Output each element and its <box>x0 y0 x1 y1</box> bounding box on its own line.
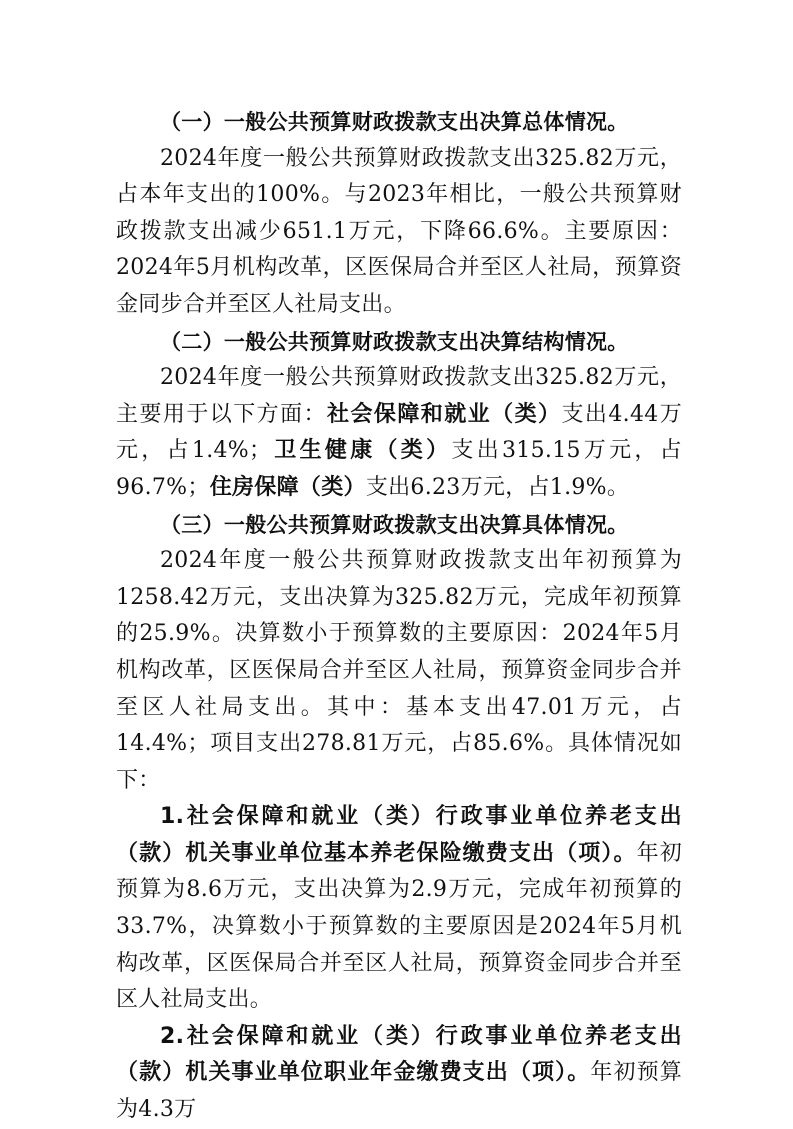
section-paragraph-1: 2024年度一般公共预算财政拨款支出325.82万元，占本年支出的100%。与2023年相比，一般公共预算财政拨款支出减少651.1万元，下降66.6%。主要原因：2024年5月机构改革，区医保局合并至区人社局，预算资金同步合并至区人社局支出。 <box>116 145 682 317</box>
paragraph-text: 支出315.15万元，占96.7%； <box>116 438 682 500</box>
section-paragraph-3: 2024年度一般公共预算财政拨款支出年初预算为1258.42万元，支出决算为325.82万元，完成年初预算的25.9%。决算数小于预算数的主要原因：2024年5月机构改革，区医保局合并至区人社局，预算资金同步合并至区人社局支出。其中：基本支出47.01万元，占14.4%；项目支出278.81万元，占85.6%。具体情况如下： <box>116 548 682 793</box>
item-title: 1.社会保障和就业（类）行政事业单位养老支出（款）机关事业单位基本养老保险缴费支出（项）。 <box>116 804 682 866</box>
section-heading-2: （二）一般公共预算财政拨款支出决算结构情况。 <box>160 329 629 354</box>
category-health: 卫生健康（类） <box>271 438 452 464</box>
category-social-security: 社会保障和就业（类） <box>327 401 562 427</box>
item-text: 年初预算为4.3万 <box>116 1060 682 1123</box>
category-housing: 住房保障（类） <box>209 474 366 500</box>
item-text: 年初预算为8.6万元，支出决算为2.9万元，完成年初预算的33.7%，决算数小于预算数的主要原因是2024年5月机构改革，区医保局合并至区人社局，预算资金同步合并至区人社局支出。 <box>116 840 682 1013</box>
item-2 <box>116 1019 682 1129</box>
section-heading-1: （一）一般公共预算财政拨款支出决算总体情况。 <box>160 110 629 134</box>
paragraph-text: 2024年度一般公共预算财政拨款支出325.82万元，主要用于以下方面： <box>116 365 682 427</box>
item-1 <box>116 799 682 1019</box>
paragraph-text: 支出6.23万元，占1.9%。 <box>365 474 630 500</box>
item-title: 2.社会保障和就业（类）行政事业单位养老支出（款）机关事业单位职业年金缴费支出（项）。 <box>116 1023 682 1086</box>
document-body <box>116 104 682 1129</box>
section-heading-3: （三）一般公共预算财政拨款支出决算具体情况。 <box>160 512 629 537</box>
paragraph-text: 支出4.44万元，占1.4%； <box>116 401 682 464</box>
section-paragraph-2 <box>116 360 682 506</box>
